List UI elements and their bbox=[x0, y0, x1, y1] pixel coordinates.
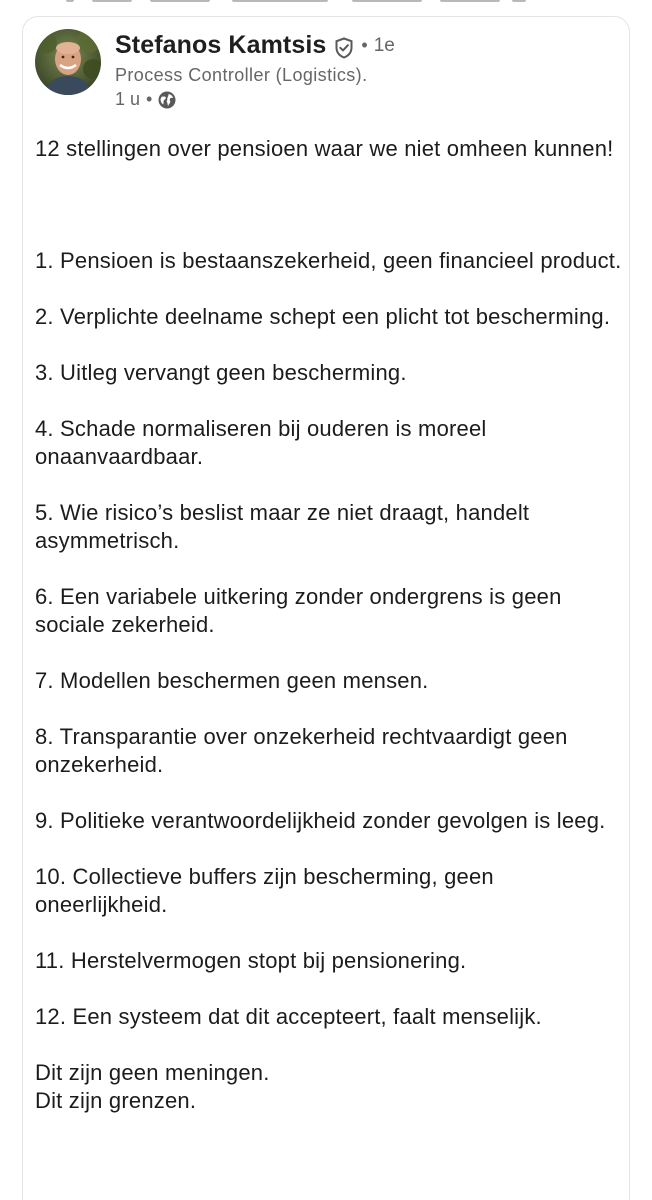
globe-icon bbox=[158, 91, 176, 109]
author-headline: Process Controller (Logistics). bbox=[115, 65, 368, 85]
author-header bbox=[115, 31, 395, 60]
post-title: 12 stellingen over pensioen waar we niet omheen kunnen! bbox=[35, 136, 614, 161]
post-time: 1 u bbox=[115, 89, 141, 109]
post-text bbox=[35, 135, 625, 1115]
statement-item: 7. Modellen beschermen geen mensen. bbox=[35, 668, 429, 693]
shield-check-icon bbox=[334, 37, 354, 59]
statement-item: 8. Transparantie over onzekerheid rechtvaardigt geen onzekerheid. bbox=[35, 724, 574, 777]
statement-item: 6. Een variabele uitkering zonder ondergrens is geen sociale zekerheid. bbox=[35, 584, 568, 637]
statement-item: 12. Een systeem dat dit accepteert, faalt menselijk. bbox=[35, 1004, 542, 1029]
author-avatar[interactable] bbox=[35, 29, 101, 95]
statement-item: 10. Collectieve buffers zijn bescherming, geen oneerlijkheid. bbox=[35, 864, 501, 917]
statement-item: 1. Pensioen is bestaanszekerheid, geen financieel product. bbox=[35, 248, 622, 273]
statement-item: 2. Verplichte deelname schept een plicht tot bescherming. bbox=[35, 304, 611, 329]
closing-line: Dit zijn grenzen. bbox=[35, 1088, 197, 1113]
statement-item: 9. Politieke verantwoordelijkheid zonder gevolgen is leeg. bbox=[35, 808, 606, 833]
statement-item: 11. Herstelvermogen stopt bij pensionering. bbox=[35, 948, 467, 973]
statement-item: 4. Schade normaliseren bij ouderen is moreel onaanvaardbaar. bbox=[35, 416, 493, 469]
meta-separator: • bbox=[146, 89, 153, 109]
statement-item: 3. Uitleg vervangt geen bescherming. bbox=[35, 360, 407, 385]
author-name[interactable]: Stefanos Kamtsis bbox=[115, 31, 327, 59]
meta-separator: • bbox=[361, 35, 368, 55]
connection-degree: 1e bbox=[373, 34, 395, 56]
previous-content-cutoff bbox=[0, 0, 652, 6]
statement-item: 5. Wie risico’s beslist maar ze niet draagt, handelt asymmetrisch. bbox=[35, 500, 536, 553]
post-meta bbox=[115, 89, 176, 110]
post-card[interactable] bbox=[22, 16, 630, 1200]
closing-line: Dit zijn geen meningen. bbox=[35, 1060, 270, 1085]
